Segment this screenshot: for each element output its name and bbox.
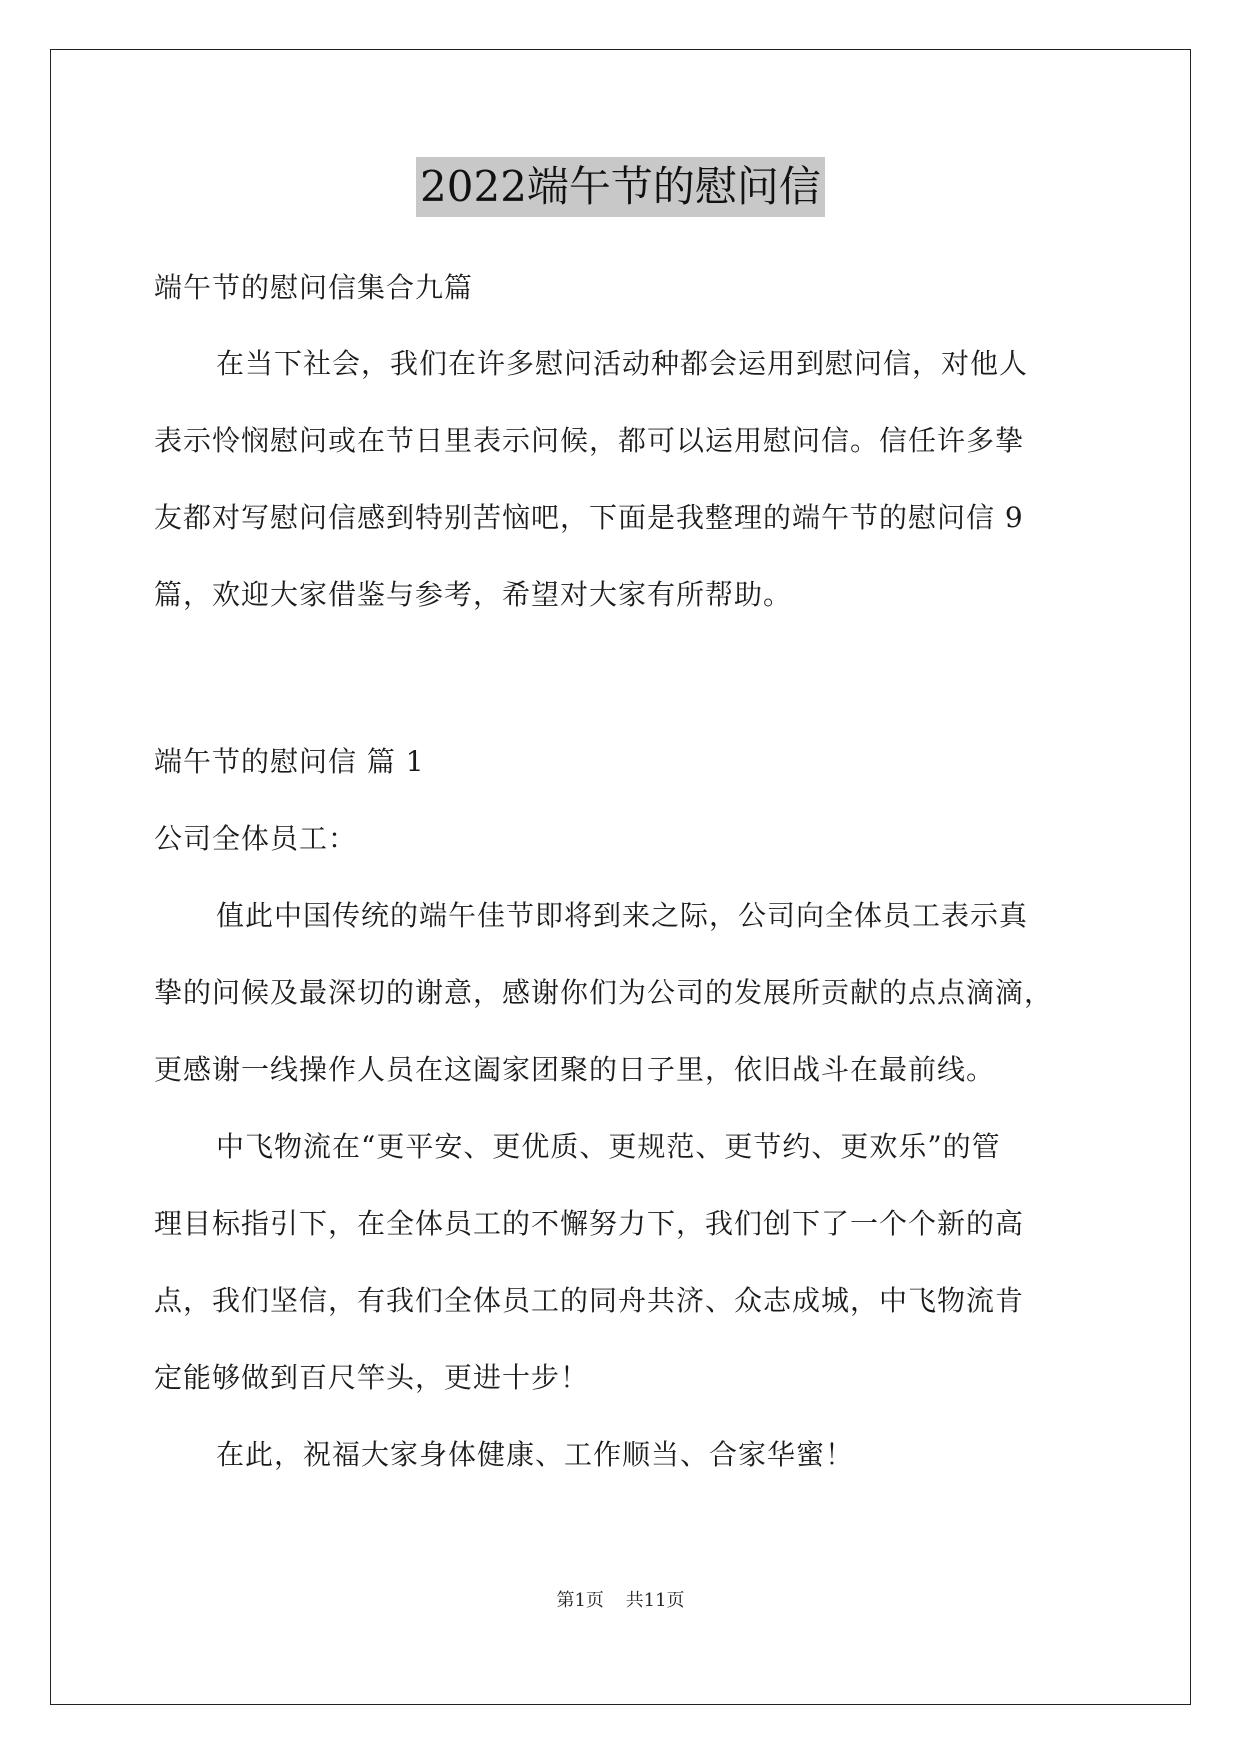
para3-line-1: 在此，祝福大家身体健康、工作顺当、合家华蜜！ bbox=[216, 1438, 855, 1471]
para1-line-1: 值此中国传统的端午佳节即将到来之际，公司向全体员工表示真 bbox=[216, 899, 1029, 932]
document-title: 2022端午节的慰问信 bbox=[416, 157, 825, 217]
title-wrap bbox=[0, 157, 1241, 217]
para2-line-1: 中飞物流在“更平安、更优质、更规范、更节约、更欢乐”的管 bbox=[216, 1130, 1001, 1163]
page-footer bbox=[0, 1589, 1241, 1613]
intro-line-3: 友都对写慰问信感到特别苦恼吧，下面是我整理的端午节的慰问信 9 bbox=[154, 501, 1024, 534]
intro-line-2: 表示怜悯慰问或在节日里表示问候，都可以运用慰问信。信任许多挚 bbox=[154, 424, 1025, 457]
intro-line-4: 篇，欢迎大家借鉴与参考，希望对大家有所帮助。 bbox=[154, 578, 793, 611]
para2-line-3: 点，我们坚信，有我们全体员工的同舟共济、众志成城，中飞物流肯 bbox=[154, 1284, 1025, 1317]
intro-line-1: 在当下社会，我们在许多慰问活动种都会运用到慰问信，对他人 bbox=[216, 347, 1029, 380]
document-subtitle: 端午节的慰问信集合九篇 bbox=[154, 271, 474, 304]
para1-line-2: 挚的问候及最深切的谢意，感谢你们为公司的发展所贡献的点点滴滴， bbox=[154, 976, 1054, 1009]
para2-line-4: 定能够做到百尺竿头，更进十步！ bbox=[154, 1361, 590, 1394]
page-number-current: 第1页 bbox=[556, 1590, 604, 1611]
section-heading: 端午节的慰问信 篇 1 bbox=[154, 745, 425, 778]
page-number-total: 共11页 bbox=[625, 1590, 685, 1611]
salutation: 公司全体员工： bbox=[154, 822, 358, 855]
para1-line-3: 更感谢一线操作人员在这阖家团聚的日子里，依旧战斗在最前线。 bbox=[154, 1053, 996, 1086]
para2-line-2: 理目标指引下，在全体员工的不懈努力下，我们创下了一个个新的高 bbox=[154, 1207, 1025, 1240]
